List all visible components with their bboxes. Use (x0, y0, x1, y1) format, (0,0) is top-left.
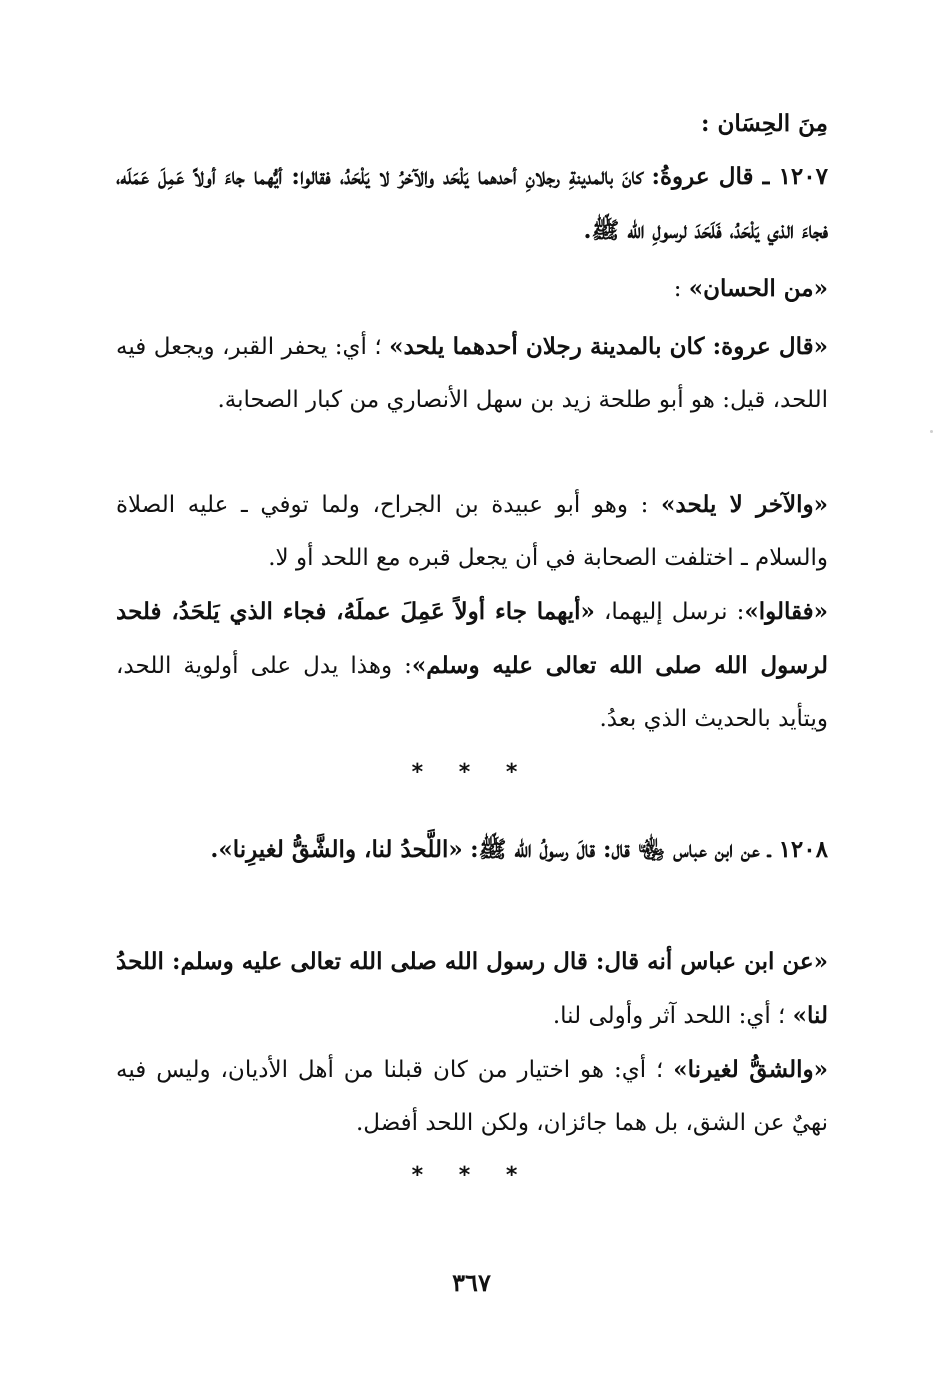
hadith-1208-number: ١٢٠٨ ـ عن ابن عباس ﵄ قال: قالَ رسولُ الله ﷺ: (470, 836, 828, 863)
hadith-1207-number: ١٢٠٧ ـ قال عروةُ: (651, 163, 828, 190)
page-number: ٣٦٧ (452, 1268, 491, 1297)
commentary-1207-p3 (116, 478, 828, 585)
commentary-1207-p4-bold-a: «فقالوا» (744, 598, 828, 625)
commentary-1207-p2-bold: «قال عروة: كان بالمدينة رجلان أحدهما يلحد» (389, 333, 828, 360)
hadith-1207-text: كانَ بالمدينةِ رجلانِ أحدهما يَلْحَد والآخرُ لا يَلْحَدُ، فقالوا: أيُّهما جاءَ أولاً عَمِلَ عَمَلَه، فجاءَ الذي يَلْحَدُ، فَلَحَدَ لرسولِ الله ﷺ. (116, 163, 828, 244)
scan-speck (930, 430, 933, 433)
commentary-1207-p1-rest: : (673, 276, 682, 302)
commentary-1207-p2-rest: ؛ أي: يحفر القبر، ويجعل فيه اللحد، قيل: هو أبو طلحة زيد بن سهل الأنصاري من كبار الصحابة. (116, 334, 828, 413)
commentary-1207-heading (116, 262, 828, 316)
commentary-1207-p4-bold-b: «أيهما جاء أولاً عَمِلَ عملَهُ، فجاء الذي يَلحَدُ، فلحد لرسول الله صلى الله تعالى عليه وسلم» (116, 598, 828, 679)
commentary-1207-p4 (116, 585, 828, 746)
section-heading-text: مِنَ الحِسَان : (701, 110, 828, 137)
commentary-1207-p2 (116, 320, 828, 427)
commentary-1208-p2-bold: «والشقُّ لغيرنا» (673, 1056, 829, 1083)
commentary-1208-p2 (116, 1043, 828, 1150)
hadith-1208-text: «اللَّحدُ لنا، والشَّقُّ لغيرِنا». (210, 836, 463, 863)
commentary-1207-p4-mid: : نرسل إليهما، (594, 599, 745, 625)
section-separator-1: * * * (411, 760, 532, 785)
commentary-1208-p1 (116, 935, 828, 1043)
hadith-1208 (116, 823, 828, 877)
commentary-1207-p3-bold: «والآخر لا يلحد» (661, 491, 829, 518)
hadith-1207 (116, 150, 828, 258)
commentary-1208-p2-rest: ؛ أي: هو اختيار من كان قبلنا من أهل الأديان، وليس فيه نهيٌ عن الشق، بل هما جائزان، ولكن اللحد أفضل. (116, 1057, 828, 1136)
commentary-1207-p3-rest: : وهو أبو عبيدة بن الجراح، ولما توفي ـ عليه الصلاة والسلام ـ اختلفت الصحابة في أن يجعل قبره مع اللحد أو لا. (116, 492, 828, 571)
section-heading (701, 97, 828, 151)
section-separator-2: * * * (411, 1163, 532, 1188)
commentary-1207-p4-rest: : وهذا يدل على أولوية اللحد، ويتأيد بالحديث الذي بعدُ. (116, 653, 828, 732)
commentary-1208-p1-rest: ؛ أي: اللحد آثر وأولى لنا. (552, 1003, 786, 1029)
commentary-1208-p1-bold: «عن ابن عباس أنه قال: قال رسول الله صلى الله تعالى عليه وسلم: اللحدُ لنا» (116, 948, 828, 1029)
commentary-1207-p1-bold: «من الحسان» (688, 275, 828, 302)
